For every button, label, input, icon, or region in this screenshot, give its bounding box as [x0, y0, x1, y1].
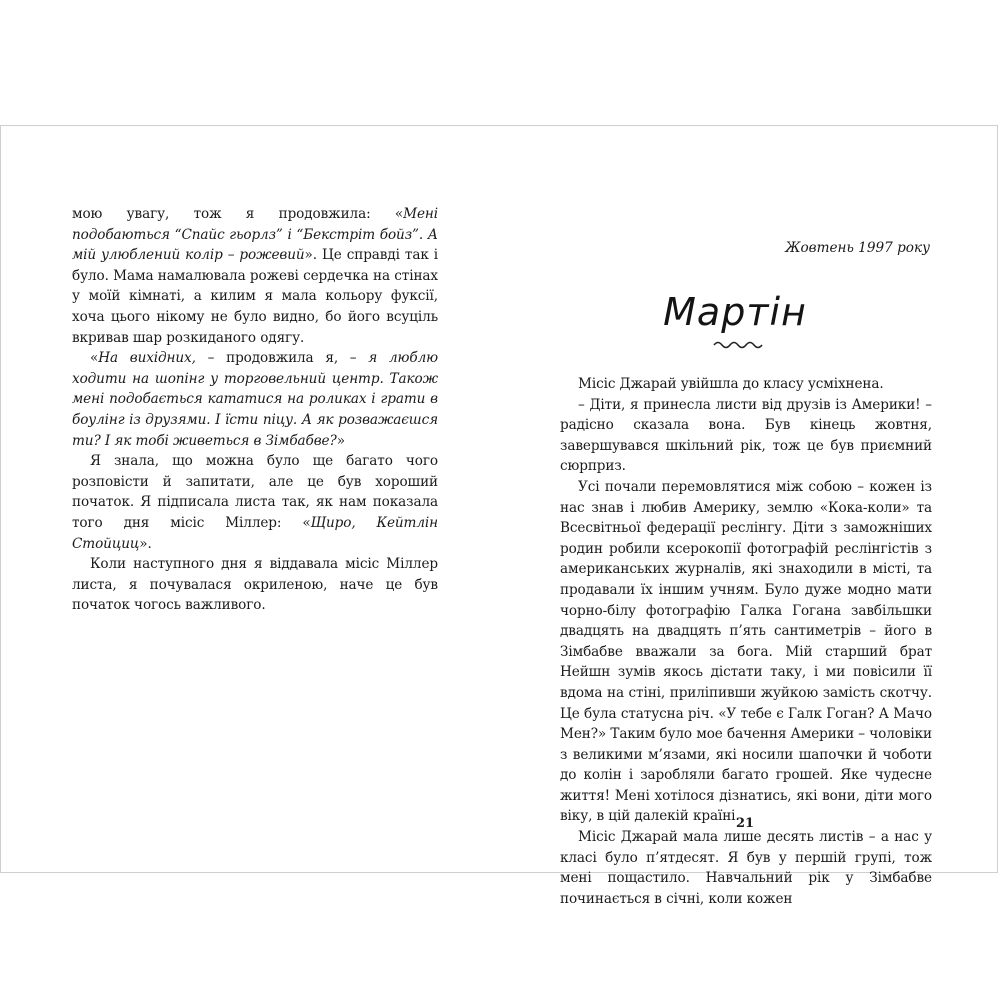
chapter-date: Жовтень 1997 року — [785, 240, 930, 256]
left-paragraph-1 — [72, 204, 438, 348]
right-paragraph-1: Місіс Джарай увійшла до класу усміхнена. — [578, 376, 884, 392]
text-run: ». Це справді так і було. Мама намалювала рожеві сердечка на стінах у моїй кімнаті, а килим я мала кольору фуксії, хоча цього нікому не було видно, бо його всуціль вкривав шар розкиданого одягу. — [72, 247, 438, 346]
text-run: – продовжила я, – — [195, 350, 369, 367]
text-run: мою увагу, тож я продовжила: « — [72, 206, 404, 222]
right-paragraph-2: – Діти, я принесла листи від друзів із Америки! – радісно сказала вона. Був кінець жовтня, завершувався шкільний рік, тож це був приємний сюрприз. — [560, 396, 932, 475]
text-run: Я знала, що можна було ще багато чого розповісти й запитати, але це був хороший початок. Я підписала листа так, як нам показала того дня місіс Міллер: « — [72, 453, 438, 531]
left-paragraph-3 — [72, 451, 438, 554]
chapter-title: Мартін — [663, 290, 807, 334]
text-run: ». — [139, 535, 152, 552]
right-paragraph-4: Місіс Джарай мала лише десять листів – а нас у класі було п’ятдесят. Я був у першій групі, тож мені пощастило. Навчальний рік у Зімбабве починається в січні, коли кожен — [560, 829, 932, 907]
title-swash-ornament — [712, 338, 766, 350]
left-page-text — [72, 204, 438, 616]
page-number: 21 — [736, 816, 755, 831]
left-paragraph-4: Коли наступного дня я віддавала місіс Міллер листа, я почувалася окриленою, наче це був початок чогось важливого. — [72, 556, 438, 614]
italic-quote: я люблю ходити на шопінг у торговельний центр. Також мені подобається кататися на роликах і грати в боулінг із друзями. І їсти піцу. А як розважаєшся ти? І як тобі живеться в Зімбабве? — [72, 350, 439, 449]
italic-quote: Щиро, Кейтлін Стойциц — [72, 514, 438, 552]
italic-quote: На вихідних, — [98, 350, 196, 367]
left-paragraph-2 — [72, 348, 438, 451]
text-run: » — [336, 432, 345, 449]
italic-quote: Мені подобаються “Спайс гьорлз” і “Бекстріт бойз”. А мій улюблений колір – рожевий — [72, 206, 438, 264]
right-paragraph-3: Усі почали перемовлятися між собою – кожен із нас знав і любив Америку, землю «Кока-коли» та Всесвітньої федерації реслінгу. Діти з заможніших родин робили ксерокопії фотографій реслінгістів з американських журналів, які знаходили в місті, та продавали їх іншим учням. Було дуже модно мати чорно-білу фотографію Галка Гогана завбільшки двадцять на двадцять п’ять сантиметрів – його в Зімбабве вважали за бога. Мій старший брат Нейшн зумів якось дістати таку, і ми повісили її вдома на стіні, приліпивши жуйкою замість скотчу. Це була статусна річ. «У тебе є Галк Гоган? А Мачо Мен?» Таким було мое бачення Америки – чоловіки з великими м’язами, які носили шапочки й чоботи до колін і заробляли багато грошей. Яке чудесне життя! Мені хотілося дізнатись, які вони, діти мого віку, в цій далекій країні. — [560, 478, 932, 825]
text-run: « — [90, 350, 99, 367]
